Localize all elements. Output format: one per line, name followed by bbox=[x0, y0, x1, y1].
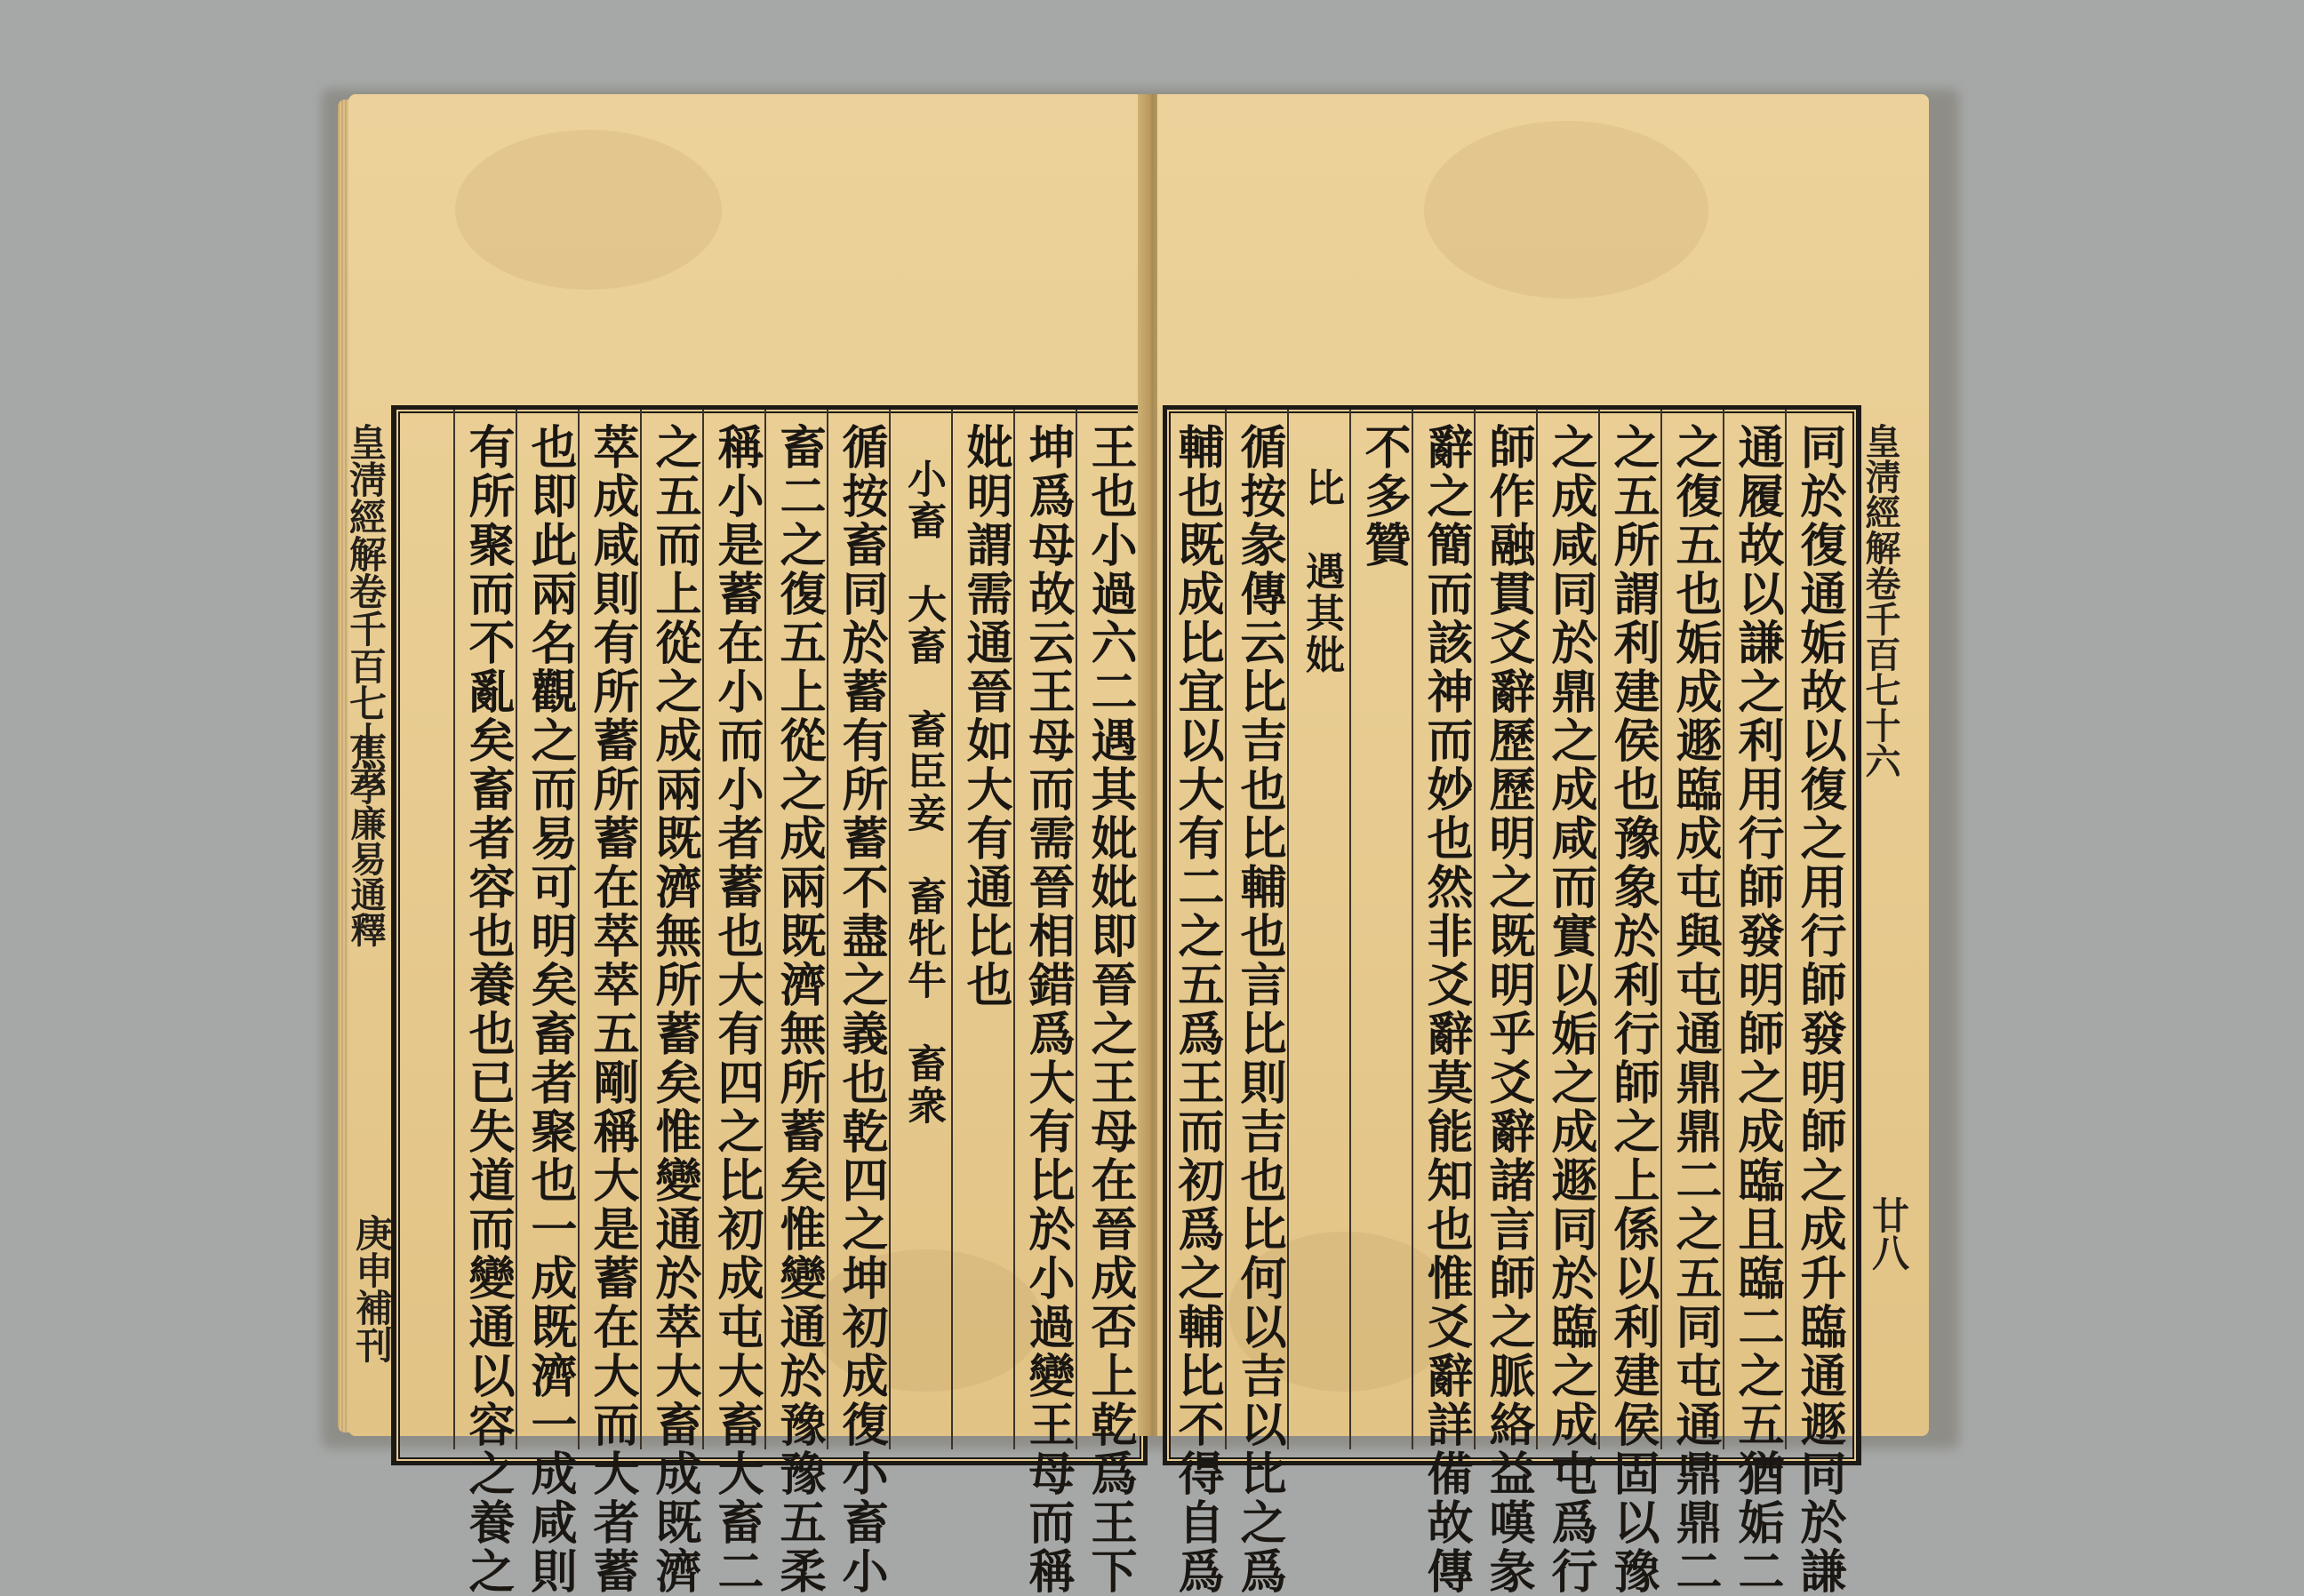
column-rule bbox=[1412, 410, 1413, 1449]
text-column: 辭之簡而該神而妙也然非爻辭莫能知也惟爻辭詳備故傳 bbox=[1419, 423, 1473, 1596]
column-rule bbox=[889, 410, 891, 1449]
column-rule bbox=[1723, 410, 1724, 1449]
text-column: 循按彖傳云比吉也比輔也言比則吉也比何以吉以比之爲 bbox=[1232, 423, 1286, 1596]
text-column: 輔也既成比宜以大有二之五爲王而初爲之輔比不得自爲 bbox=[1170, 423, 1224, 1596]
paper-stain bbox=[1424, 121, 1708, 299]
text-column: 畜二之復五上從之成兩既濟無所蓄矣惟變通於豫豫五柔 bbox=[772, 423, 826, 1596]
column-rule bbox=[1076, 410, 1077, 1449]
left-side-bottom: 庚申補刊 bbox=[350, 1214, 394, 1363]
text-column: 循按畜同於蓄有所蓄不盡之義也乾四之坤初成復小畜小 bbox=[834, 423, 888, 1596]
text-column: 不多贊 bbox=[1356, 423, 1411, 570]
text-column: 之五而上從之成兩既濟無所蓄矣惟變通於萃大畜成既濟 bbox=[647, 423, 701, 1596]
right-page-number: 廿八 bbox=[1867, 1196, 1910, 1271]
text-column: 坤爲母故云王母而需晉相錯爲大有比於小過變王母而稱 bbox=[1020, 423, 1075, 1596]
column-rule bbox=[1474, 410, 1476, 1449]
column-rule bbox=[1349, 410, 1351, 1449]
text-column-heading: 小畜 大畜 畜臣妾 畜牝牛 畜衆 bbox=[900, 459, 946, 1127]
column-rule bbox=[516, 410, 517, 1449]
column-rule bbox=[1660, 410, 1662, 1449]
text-column: 妣明謂需通晉如大有通比也 bbox=[958, 423, 1012, 1009]
column-rule bbox=[1785, 410, 1787, 1449]
text-column: 王也小過六二遇其妣妣即晉之王母在晉成否上乾爲王下 bbox=[1083, 423, 1137, 1596]
column-rule bbox=[702, 410, 704, 1449]
text-column: 同於復通姤故以復之用行師發明師之成升臨通遯同於謙 bbox=[1792, 423, 1846, 1596]
column-rule bbox=[1225, 410, 1227, 1449]
left-side-subtitle: 焦孝廉易通釋 bbox=[345, 734, 387, 947]
text-column: 之五所謂利建侯也豫象於利行師之上係以利建侯固以豫 bbox=[1605, 423, 1660, 1596]
left-side-title: 皇淸經解卷千百七十六 bbox=[344, 423, 388, 796]
column-rule bbox=[1598, 410, 1600, 1449]
column-rule bbox=[1013, 410, 1015, 1449]
text-column: 師作融貫爻辭歷歷明之既明乎爻辭諸言師之脈絡益嘆彖 bbox=[1481, 423, 1535, 1596]
column-rule bbox=[453, 410, 455, 1449]
column-rule bbox=[764, 410, 766, 1449]
column-rule bbox=[1287, 410, 1289, 1449]
text-column: 稱小是蓄在小而小者蓄也大有四之比初成屯大畜大畜二 bbox=[709, 423, 764, 1596]
text-column: 也即此兩名觀之而易可明矣畜者聚也一成既濟一成咸則 bbox=[523, 423, 577, 1596]
column-rule bbox=[640, 410, 642, 1449]
column-rule bbox=[827, 410, 828, 1449]
text-column: 之復五也姤成遯臨成屯與屯通鼎鼎二之五同屯通鼎鼎二 bbox=[1668, 423, 1722, 1596]
paper-stain bbox=[455, 130, 722, 290]
text-column: 有所聚而不亂矣畜者容也養也已失道而變通以容之養之 bbox=[460, 423, 515, 1596]
text-column: 通履故以謙之利用行師發明師之成臨且臨二之五猶姤二 bbox=[1730, 423, 1784, 1596]
column-rule bbox=[578, 410, 580, 1449]
text-column-heading: 比 遇其妣 bbox=[1299, 467, 1344, 676]
column-rule bbox=[951, 410, 953, 1449]
right-page bbox=[1157, 94, 1929, 1596]
right-side-title: 皇淸經解卷千百七十六 bbox=[1860, 423, 1901, 778]
text-column: 萃成咸則有所蓄所蓄在萃萃五剛稱大是蓄在大而大者蓄 bbox=[585, 423, 639, 1596]
column-rule bbox=[1536, 410, 1538, 1449]
left-page bbox=[344, 94, 1147, 1596]
text-column: 之成咸同於鼎之成咸而實以姤之成遯同於臨之成屯爲行 bbox=[1543, 423, 1597, 1596]
